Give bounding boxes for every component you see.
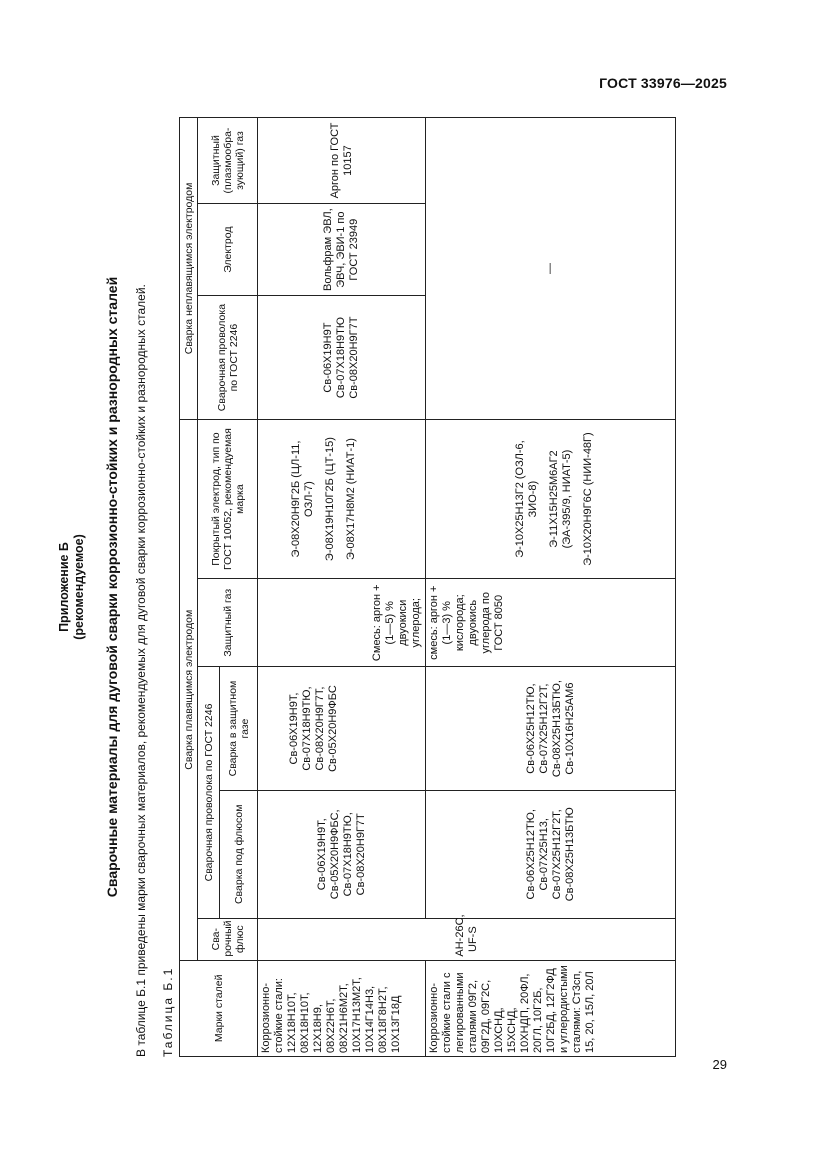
header-coated-electrode: Покрытый электрод, тип по ГОСТ 10052, рекомендуемая марка (198, 419, 258, 578)
header-shielding-gas: Защитный газ (198, 579, 258, 667)
appendix-label: Приложение Б (57, 542, 71, 632)
electrode-item: Э-08Х19Н10Г2Б (ЦТ-15) (324, 437, 336, 562)
under-flux-wire-cell: Св-06Х19Н9Т, Св-05Х20Н9ФБС, Св-07Х18Н9ТЮ, Св-08Х20Н9Г7Т (258, 790, 426, 918)
header-flux: Сва-рочный флюс (198, 918, 258, 960)
steel-grades-cell: Коррозионно-стойкие стали: 12Х18Н10Т, 08Х18Н10Т, 12Х18Н9, 08Х22Н6Т, 08Х21Н6М2Т, 10Х17Н13М2Т, 10Х14Г14Н3, 08Х18Г8Н2Т, 10Х13Г18Д (258, 960, 426, 1056)
table-caption: Таблица Б.1 (161, 966, 175, 1057)
shielding-gas-cell: смесь: аргон + (1—3) % кислорода; двуокись углерода по ГОСТ 8050 (426, 579, 676, 667)
electrode-item: Э-10Х25Н13Г2 (ОЗЛ-6, ЗИО-8) (514, 440, 539, 558)
tig-electrode-cell: Вольфрам ЭВЛ, ЭВЧ, ЭВИ-1 по ГОСТ 23949 (258, 204, 426, 296)
header-non-consumable-electrode: Сварка неплавящимся электродом (180, 118, 198, 420)
steel-grades-cell: Коррозионно-стойкие стали с легированными сталями 09Г2, 09Г2Д, 09Г2С, 10ХСНД, 15ХСНД, 10ХНДП, 20ФЛ, 20ГЛ, 10Г2Б, 10Г2БД, 12Г2ФД и углеродистыми сталями: Ст3сп, 15, 20, 15Л, 20Л (426, 960, 676, 1056)
appendix-heading (57, 117, 87, 1057)
table-row (258, 118, 426, 1057)
header-gas-shielded: Сварка в защитном газе (220, 667, 258, 791)
header-tig-wire: Сварочная проволока по ГОСТ 2246 (198, 296, 258, 420)
header-consumable-electrode: Сварка плавящимся электродом (180, 419, 198, 960)
materials-table (179, 117, 676, 1057)
electrode-item: Э-08Х20Н9Г2Б (ЦЛ-11, ОЗЛ-7) (290, 440, 315, 558)
header-electrode: Электрод (198, 204, 258, 296)
gas-shielded-wire-cell: Св-06Х19Н9Т, Св-07Х18Н9ТЮ, Св-08Х20Н9Г7Т, Св-05Х20Н9ФБС (258, 667, 426, 791)
under-flux-wire-cell: Св-06Х25Н12ТЮ, Св-07Х25Н13, Св-07Х25Н12Г2Т, Св-08Х25Н13БТЮ (426, 790, 676, 918)
rotated-page-content (40, 117, 740, 1057)
electrode-list-cell (258, 419, 426, 578)
tig-gas-cell: Аргон по ГОСТ 10157 (258, 118, 426, 204)
dash-mark: — (544, 262, 556, 274)
standard-number: ГОСТ 33976—2025 (599, 75, 727, 91)
flux-cell: АН-26С, UF-S (258, 918, 676, 960)
header-plasma-gas: Защитный (плазмообра-зующий) газ (198, 118, 258, 204)
intro-paragraph: В таблице Б.1 приведены марки сварочных материалов, рекомендуемых для дуговой сварки коррозионно-стойких и разнородных сталей. (134, 284, 148, 1057)
page-number: 29 (712, 1057, 727, 1072)
header-under-flux: Сварка под флюсом (220, 790, 258, 918)
gas-shielded-wire-cell: Св-06Х25Н12ТЮ, Св-07Х25Н12Г2Т, Св-08Х25Н13БТЮ, Св-10Х16Н25АМ6 (426, 667, 676, 791)
header-steel-grades: Марки сталей (180, 960, 258, 1056)
header-wire-gost-2246: Сварочная проволока по ГОСТ 2246 (198, 667, 220, 918)
appendix-title: Сварочные материалы для дуговой сварки коррозионно-стойких и разнородных сталей (104, 276, 120, 898)
non-consumable-dash-cell (426, 118, 676, 420)
electrode-item: Э-11Х15Н25М6АГ2 (ЭА-395/9, НИАТ-5) (548, 449, 573, 549)
electrode-list-cell (426, 419, 676, 578)
tig-wire-cell: Св-06Х19Н9Т Св-07Х18Н9ТЮ Св-08Х20Н9Г7Т (258, 296, 426, 420)
electrode-item: Э-10Х20Н9Г6С (НИИ-48Г) (582, 432, 594, 566)
shielding-gas-cell: Смесь: аргон + (1—5) % двуокиси углерода; (258, 579, 426, 667)
appendix-status: (рекомендуемое) (72, 534, 86, 640)
electrode-item: Э-08Х17Н8М2 (НИАТ-1) (345, 438, 357, 561)
